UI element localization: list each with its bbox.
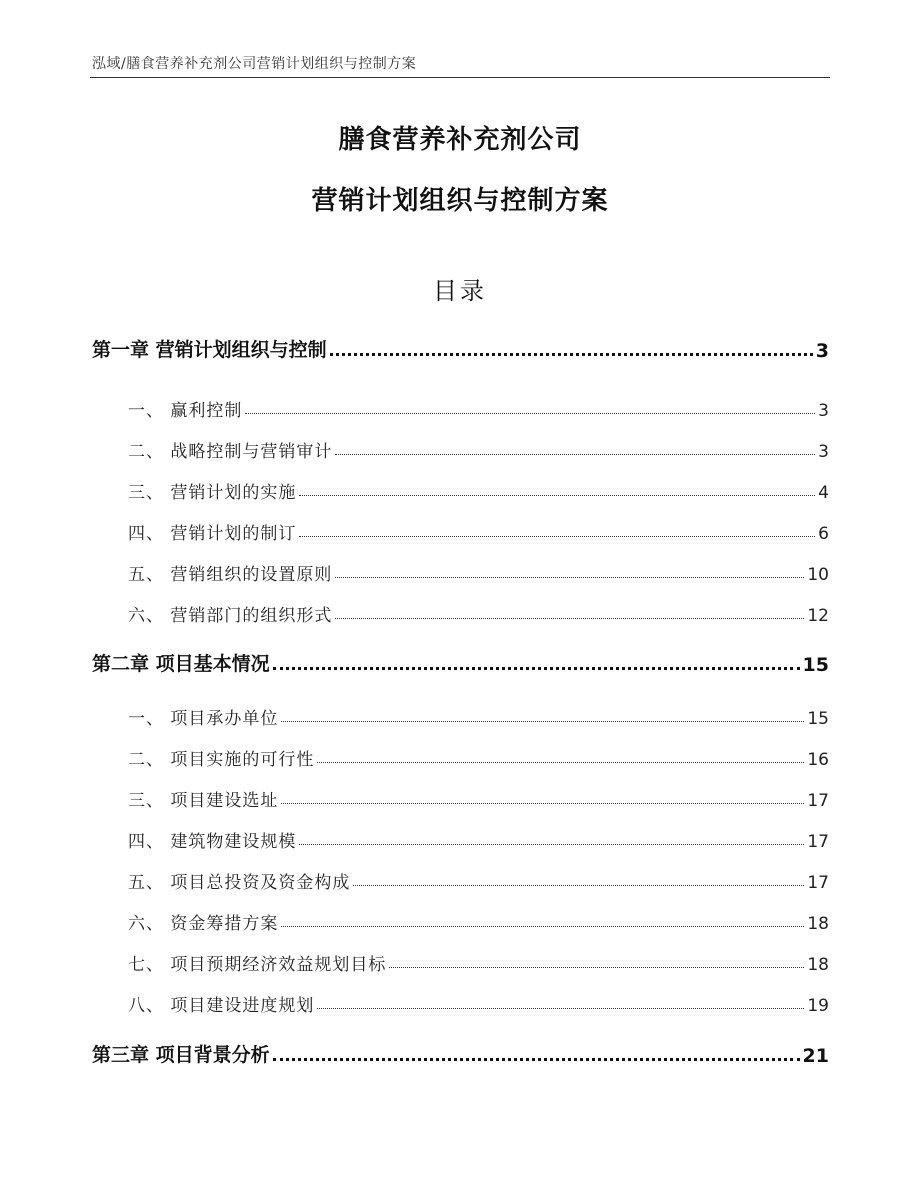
toc-dot-leader: [299, 495, 815, 496]
document-title-line-1: 膳食营养补充剂公司: [338, 125, 582, 155]
toc-dot-leader: [353, 885, 804, 886]
toc-entry-label: 一、 赢利控制: [128, 401, 243, 421]
toc-entry-label: 第三章 项目背景分析: [92, 1044, 270, 1066]
toc-entry-label: 一、 项目承办单位: [128, 709, 279, 729]
toc-entry-label: 八、 项目建设进度规划: [128, 996, 315, 1016]
toc-entry-section[interactable]: [92, 393, 829, 421]
toc-entry-page: 18: [807, 914, 829, 934]
toc-entry-page: 16: [807, 750, 829, 770]
toc-dot-leader: [317, 1008, 804, 1009]
toc-entry-page: 4: [818, 483, 829, 503]
toc-dot-leader: [299, 844, 804, 845]
toc-entry-label: 五、 营销组织的设置原则: [128, 565, 333, 585]
toc-heading: 目录: [433, 277, 487, 305]
toc-entry-label: 第二章 项目基本情况: [92, 653, 270, 675]
toc-entry-section[interactable]: [92, 824, 829, 852]
toc-entry-page: 17: [807, 791, 829, 811]
toc-entry-label: 四、 营销计划的制订: [128, 524, 297, 544]
toc-entry-page: 17: [807, 832, 829, 852]
toc-entry-section[interactable]: [92, 742, 829, 770]
toc-dot-leader: [335, 577, 804, 578]
toc-entry-page: 21: [802, 1045, 829, 1067]
toc-dot-leader: [335, 454, 815, 455]
toc-entry-section[interactable]: [92, 557, 829, 585]
toc-entry-label: 三、 项目建设选址: [128, 791, 279, 811]
toc-entry-page: 19: [807, 996, 829, 1016]
toc-entry-label: 六、 资金筹措方案: [128, 914, 279, 934]
document-title-line-2: 营销计划组织与控制方案: [311, 186, 609, 216]
toc-entry-section[interactable]: [92, 906, 829, 934]
toc-entry-page: 15: [802, 654, 829, 676]
toc-dot-leader: [281, 926, 804, 927]
toc-entry-chapter-3[interactable]: [92, 1039, 829, 1067]
toc-dot-leader: [299, 536, 815, 537]
toc-entry-page: 18: [807, 955, 829, 975]
toc-entry-section[interactable]: [92, 598, 829, 626]
toc-entry-page: 17: [807, 873, 829, 893]
toc-dot-leader: [281, 721, 804, 722]
toc-entry-chapter-1[interactable]: [92, 334, 829, 362]
toc-entry-label: 三、 营销计划的实施: [128, 483, 297, 503]
toc-entry-chapter-2[interactable]: [92, 648, 829, 676]
toc-entry-page: 12: [807, 606, 829, 626]
toc-entry-label: 六、 营销部门的组织形式: [128, 606, 333, 626]
toc-entry-page: 6: [818, 524, 829, 544]
toc-entry-label: 二、 项目实施的可行性: [128, 750, 315, 770]
toc-entry-section[interactable]: [92, 701, 829, 729]
toc-entry-section[interactable]: [92, 947, 829, 975]
toc-entry-page: 3: [815, 340, 829, 362]
toc-entry-label: 二、 战略控制与营销审计: [128, 442, 333, 462]
toc-dot-leader: [273, 667, 800, 670]
toc-dot-leader: [335, 618, 804, 619]
toc-entry-label: 第一章 营销计划组织与控制: [92, 339, 327, 361]
toc-dot-leader: [281, 803, 804, 804]
toc-entry-section[interactable]: [92, 783, 829, 811]
toc-dot-leader: [317, 762, 804, 763]
toc-entry-section[interactable]: [92, 434, 829, 462]
toc-entry-page: 3: [818, 442, 829, 462]
toc-entry-section[interactable]: [92, 516, 829, 544]
header-divider: [90, 77, 830, 78]
toc-entry-page: 3: [818, 401, 829, 421]
toc-entry-section[interactable]: [92, 865, 829, 893]
toc-dot-leader: [273, 1058, 800, 1061]
toc-entry-label: 五、 项目总投资及资金构成: [128, 873, 351, 893]
running-header: 泓域/膳食营养补充剂公司营销计划组织与控制方案: [92, 56, 417, 72]
toc-dot-leader: [245, 413, 815, 414]
toc-entry-section[interactable]: [92, 988, 829, 1016]
toc-entry-label: 四、 建筑物建设规模: [128, 832, 297, 852]
toc-entry-section[interactable]: [92, 475, 829, 503]
toc-entry-page: 15: [807, 709, 829, 729]
toc-entry-label: 七、 项目预期经济效益规划目标: [128, 955, 387, 975]
toc-dot-leader: [389, 967, 804, 968]
toc-entry-page: 10: [807, 565, 829, 585]
toc-dot-leader: [330, 353, 813, 356]
